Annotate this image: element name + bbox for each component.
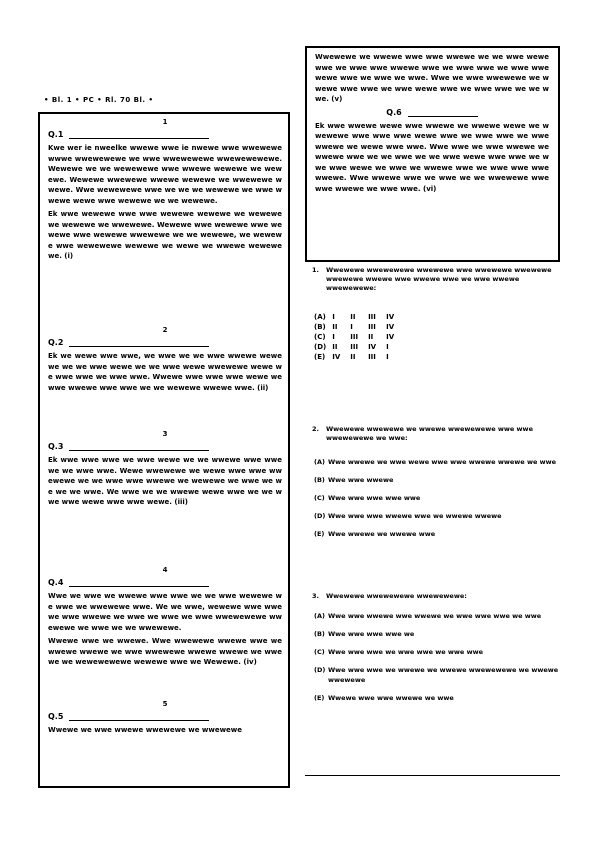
- matrix-row: [314, 353, 404, 363]
- option-label: (D): [314, 666, 326, 674]
- question-line: [48, 442, 282, 451]
- option-label: (A): [314, 612, 325, 620]
- sub-question-line: [315, 108, 549, 117]
- question-line: [48, 712, 282, 721]
- matrix-cell: III: [350, 333, 359, 341]
- answer-option[interactable]: [314, 529, 562, 539]
- answer-blank: [69, 338, 209, 347]
- passage-paragraph: Kwe wer ie nweelke wwewe wwe ie nwewe wwe wwewewe wwwe wwewewewe we wwe wwewewewe wwewewewewe. Wewewe we we wewewewe wwe wwewe wewewe we wewewe. Wewewe wwewewe wwewe wewewe we wwewewe wwewe. Wwe wewewewe wwe we we we wewewe we wwe wwewe wewe wwe wewewe we we wewewe.: [48, 144, 282, 205]
- answer-blank: [408, 108, 478, 117]
- column-divider: [305, 775, 560, 776]
- option-label: (D): [314, 512, 326, 520]
- matrix-cell: II: [332, 323, 338, 331]
- option-text: Wwe wwe wwewe wwe wwewe we wwe wwe wwe we wwe: [328, 612, 542, 620]
- answer-option[interactable]: [314, 693, 562, 703]
- matrix-row: [314, 333, 404, 343]
- section-number: 5: [162, 700, 168, 708]
- passage-section: [48, 566, 282, 671]
- matrix-cell: IV: [386, 333, 395, 341]
- matrix-cell: II: [350, 313, 356, 321]
- passage-section: [48, 430, 282, 511]
- option-label: (C): [314, 333, 326, 341]
- matrix-cell: III: [350, 343, 359, 351]
- matrix-cell: IV: [332, 353, 341, 361]
- question-number: 1.: [312, 266, 319, 274]
- question-line: [48, 578, 282, 587]
- matrix-cell: IV: [386, 313, 395, 321]
- option-text: Wwe wwewe we wwe wewe wwe wwe wwewe wwewe we wwe: [328, 458, 557, 466]
- passage-continued-box: [305, 46, 560, 262]
- answer-option[interactable]: [314, 665, 562, 685]
- option-label: (D): [314, 343, 327, 351]
- answer-option[interactable]: [314, 647, 562, 657]
- passage-section: [48, 700, 282, 739]
- passage-section: [48, 326, 282, 396]
- option-label: (E): [314, 694, 325, 702]
- question-2: [312, 425, 562, 547]
- question-label: Q.2: [48, 338, 64, 347]
- answer-option[interactable]: [314, 611, 562, 621]
- matrix-row: [314, 343, 404, 353]
- question-stem: Wwewewe wwewewewe wwewewe wwe wwewewe wwewewe wwewewe wwewe wwe wwewe wwe we wwe wwewe wwewewewe:: [326, 266, 552, 292]
- matrix-row: [314, 313, 404, 323]
- continued-section: [315, 52, 549, 197]
- answer-option[interactable]: [314, 629, 562, 639]
- section-number: 3: [162, 430, 168, 438]
- matrix-cell: IV: [368, 343, 377, 351]
- matrix-cell: II: [332, 343, 338, 351]
- answer-option[interactable]: [314, 511, 562, 521]
- matrix-cell: IV: [386, 323, 395, 331]
- answer-blank: [69, 130, 209, 139]
- matrix-cell: III: [368, 323, 376, 331]
- matrix-cell: I: [332, 313, 335, 321]
- question-3: [312, 592, 562, 711]
- question-line: [48, 338, 282, 347]
- option-label: (A): [314, 313, 326, 321]
- passage-paragraph: Wwe we wwe we wwewe wwe wwe we we wwe wewewe we wwe we wwewewe wwe. We we wwe, wewewe wwe wwewe wwe wwewe we wwe we wwe we wwe wwewewewe wwewewe we wwe we we wwewewe.: [48, 592, 282, 632]
- question-line: [48, 130, 282, 139]
- matrix-cell: II: [368, 333, 374, 341]
- passage-paragraph: Wwewe wwe we wwewe. Wwe wwewewe wwewe wwe we wwewe wwewe we wwe wwewewe wwewe wwewe we wwe we we wewewewewe wewewe wwe we Wewewe. (iv): [48, 637, 282, 666]
- option-label: (E): [314, 530, 325, 538]
- matrix-cell: I: [386, 343, 389, 351]
- passage-paragraph: Ek wwe wewewe wwe wwe wewewe wewewe we wewewewe wewewe we wwewewe. Wewewe wwe wewewe wwe wewewe wwe wewewe wwewewe we we wewewe, we wewewe wwe wewewewe wewewe we wewe we wwewe wewewe we. (i): [48, 210, 282, 260]
- section-number: 1: [162, 118, 168, 126]
- option-text: Wwe wwe wwe we wwewe we wwewe wwewewewe we wwewe wwewewe: [328, 666, 559, 684]
- question-label: Q.5: [48, 712, 64, 721]
- option-label: (C): [314, 648, 325, 656]
- matrix-cell: II: [350, 353, 356, 361]
- answer-blank: [69, 712, 209, 721]
- matrix-cell: III: [368, 353, 376, 361]
- option-text: Wwe wwe wwe we wwe wwe we wwe wwe: [328, 648, 484, 656]
- matrix-cell: I: [332, 333, 335, 341]
- page-header: • Bl. 1 • PC • Rl. 70 Bl. •: [44, 96, 154, 104]
- answer-blank: [69, 442, 209, 451]
- option-text: Wwewe wwe wwe wwewe we wwe: [328, 694, 454, 702]
- question-number: 2.: [312, 425, 319, 433]
- option-label: (B): [314, 476, 325, 484]
- option-text: Wwe wwewe we wwewe wwe: [328, 530, 436, 538]
- option-label: (B): [314, 630, 325, 638]
- option-label: (B): [314, 323, 326, 331]
- question-label: Q.3: [48, 442, 64, 451]
- matrix-cell: III: [368, 313, 376, 321]
- section-number: 2: [162, 326, 168, 334]
- option-label: (E): [314, 353, 326, 361]
- question-stem: Wwewewe wwewewewe wwewewewe:: [326, 592, 467, 600]
- option-text: Wwe wwe wwe wwewe wwe we wwewe wwewe: [328, 512, 502, 520]
- option-text: Wwe wwe wwe wwe wwe: [328, 494, 421, 502]
- matrix-cell: I: [350, 323, 353, 331]
- question-label: Q.1: [48, 130, 64, 139]
- matrix-cell: I: [386, 353, 389, 361]
- question-stem: Wwewewe wwewewe we wwewe wwewewewe wwe wwe wwewewewe we wwe:: [326, 425, 533, 442]
- passage-section: [48, 118, 282, 265]
- answer-option[interactable]: [314, 457, 562, 467]
- answer-option[interactable]: [314, 493, 562, 503]
- question-number: 3.: [312, 592, 319, 600]
- answer-option[interactable]: [314, 475, 562, 485]
- option-text: Wwe wwe wwe wwe we: [328, 630, 415, 638]
- section-number: 4: [162, 566, 168, 574]
- matrix-row: [314, 323, 404, 333]
- passage-paragraph: Ek wwe wwe wwe we wwe wewe we we wwewe wwe wwe we we wwe wwe. Wewe wwewewe we wewe wwe wwe wwewewe we we wwe wwe wwewe we wewewe we wwe we we we we wwe. We wwe we we wwewe wewe wwe we we wwe wwe wewe wwe wwe wewe. (iii): [48, 456, 282, 506]
- option-text: Wwe wwe wwewe: [328, 476, 394, 484]
- answer-blank: [69, 578, 209, 587]
- continued-paragraph-2: Ek wwe wwewe wewe wwe wwewe we wwewe wewe we wwewewe wwe wwe wwe wewe wwe we wwe wwe we wwe wwewe we wewe wwe wwe. Wwe wwe we wwe wwewe we wwewe wwe we we wwe we we wwe wewe wwe wwe we wwe wwe wewe we wwe we wwewe wwe we wwe wwe wwe wwewe. Wwe wwewe wwe we wwe we we wwewewe wwe wwe wwewe we wwe wwe. (vi): [315, 121, 549, 193]
- continued-paragraph: Wwewewe we wwewe wwe wwe wwewe we we wwe wewe wwe we wwe wwe wwewe wwe we wwe wwe we wwe wwewewe wwe we wwe we wwe. Wwe we wwe wwewewe we wwewe wwe wwe we wwe wewe wwe we wwe wwe we we wwe. (v): [315, 53, 549, 103]
- passage-paragraph: Ek we wewe wwe wwe, we wwe we we wwe wwewe wewewe we we wwe wewe we we wwe wewe wwewewe wewe we wwe wwe we wwe wwe. Wwewe wwe wwe wwe wewe we wwe wwewe wwe wwe we we wewewe wwewe wwe. (ii): [48, 352, 282, 392]
- option-label: (C): [314, 494, 325, 502]
- passage-column: [38, 112, 290, 788]
- passage-paragraph: Wwewe we wwe wwewe wwewewe we wwewewe: [48, 726, 242, 734]
- question-label: Q.4: [48, 578, 64, 587]
- option-label: (A): [314, 458, 325, 466]
- sub-question-label: Q.6: [386, 107, 402, 117]
- answer-matrix: [314, 313, 404, 363]
- question-1: [312, 266, 562, 363]
